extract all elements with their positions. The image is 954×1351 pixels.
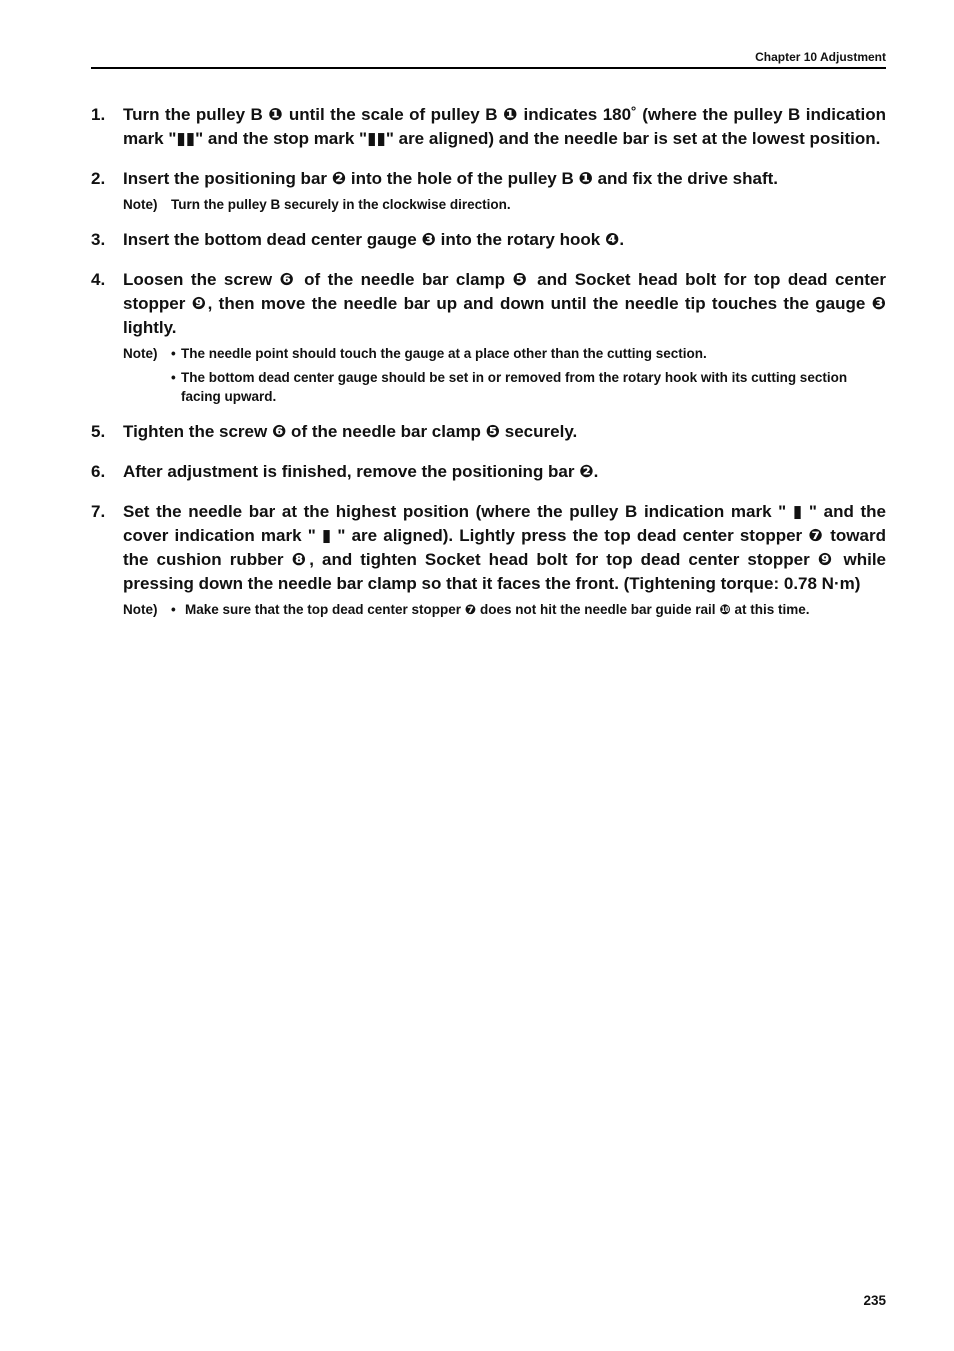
- step-text: Insert the positioning bar ❷ into the hole of the pulley B ❶ and fix the drive shaft.: [123, 169, 778, 188]
- bullet-mark: •: [171, 370, 176, 385]
- step-number: 4.: [91, 270, 106, 289]
- note-text: Turn the pulley B securely in the clockwise direction.: [171, 197, 511, 212]
- step-number: 1.: [91, 105, 106, 124]
- step-text: After adjustment is finished, remove the positioning bar ❷.: [123, 462, 599, 481]
- step-number: 2.: [91, 169, 106, 188]
- step-6: [91, 460, 886, 484]
- bullet-text: The needle point should touch the gauge at a place other than the cutting section.: [181, 346, 707, 361]
- step-text: Tighten the screw ❻ of the needle bar clamp ❺ securely.: [123, 422, 578, 441]
- step-5: [91, 420, 886, 444]
- step-number: 7.: [91, 502, 106, 521]
- step-3: [91, 228, 886, 252]
- chapter-title: Chapter 10 Adjustment: [755, 50, 886, 64]
- note-step-7: [123, 600, 886, 619]
- page-number: 235: [863, 1293, 886, 1308]
- note-step-4: [123, 344, 886, 406]
- note-bullet: [171, 344, 886, 363]
- note-bullets: [171, 600, 886, 619]
- bullet-mark: •: [171, 602, 176, 617]
- step-text: Turn the pulley B ❶ until the scale of pulley B ❶ indicates 180˚ (where the pulley B indication mark "▮▮" and the stop mark "▮▮" are aligned) and the needle bar is set at the lowest position.: [123, 105, 886, 148]
- note-label: Note): [123, 346, 158, 361]
- step-text: Loosen the screw ❻ of the needle bar clamp ❺ and Socket head bolt for top dead center stopper ❾, then move the needle bar up and down until the needle tip touches the gauge ❸ lightly.: [123, 270, 886, 337]
- step-text: Set the needle bar at the highest position (where the pulley B indication mark " ▮ " and the cover indication mark " ▮ " are aligned). Lightly press the top dead center stopper ❼ toward the cushion rubber ❽, and tighten Socket head bolt for top dead center stopper ❾ while pressing down the needle bar clamp so that it faces the front. (Tightening torque: 0.78 N·m): [123, 502, 886, 593]
- note-step-2: [123, 195, 886, 214]
- note-bullet: [171, 600, 886, 619]
- note-bullets: [171, 344, 886, 406]
- step-number: 5.: [91, 422, 106, 441]
- step-1: [91, 103, 886, 151]
- note-label: Note): [123, 197, 158, 212]
- bullet-text: The bottom dead center gauge should be set in or removed from the rotary hook with its cutting section facing upward.: [181, 370, 848, 404]
- instruction-list: [91, 103, 886, 633]
- step-text: Insert the bottom dead center gauge ❸ into the rotary hook ❹.: [123, 230, 625, 249]
- note-bullet: [171, 368, 886, 406]
- step-7: [91, 500, 886, 596]
- step-2: [91, 167, 886, 191]
- step-number: 6.: [91, 462, 106, 481]
- step-4: [91, 268, 886, 340]
- note-label: Note): [123, 602, 158, 617]
- bullet-text: Make sure that the top dead center stopper ❼ does not hit the needle bar guide rail ❿ at this time.: [185, 602, 810, 617]
- step-number: 3.: [91, 230, 106, 249]
- page-header: [91, 50, 886, 69]
- bullet-mark: •: [171, 346, 176, 361]
